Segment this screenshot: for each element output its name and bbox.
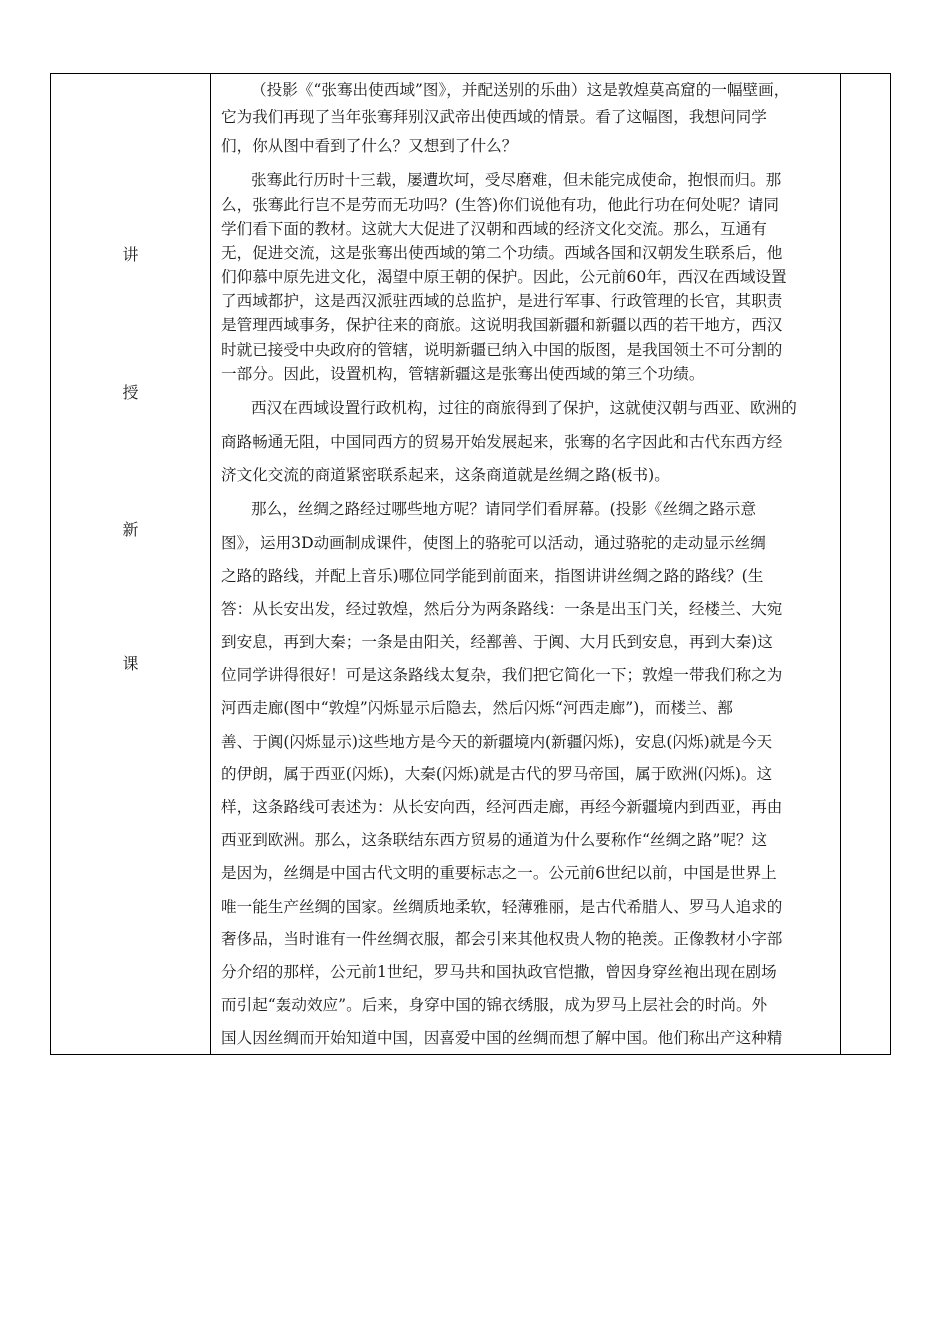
text-line: 济文化交流的商道紧密联系起来，这条商道就是丝绸之路(板书)。 xyxy=(221,465,670,484)
text-line: 商路畅通无阻，中国同西方的贸易开始发展起来，张骞的名字因此和古代东西方经 xyxy=(221,432,783,451)
text-line: 们仰慕中原先进文化，渴望中原王朝的保护。因此，公元前60年，西汉在西域设置 xyxy=(221,267,787,286)
text-line: 它为我们再现了当年张骞拜别汉武帝出使西域的情景。看了这幅图，我想问同学 xyxy=(221,108,767,127)
text-line: 学们看下面的教材。这就大大促进了汉朝和西域的经济文化交流。那么，互通有 xyxy=(221,219,767,238)
column-divider xyxy=(840,74,841,1054)
text-line: 而引起“轰动效应”。后来，身穿中国的锦衣绣服，成为罗马上层社会的时尚。外 xyxy=(221,996,768,1015)
text-line: 善、于阗(闪烁显示)这些地方是今天的新疆境内(新疆闪烁)，安息(闪烁)就是今天 xyxy=(221,732,773,751)
text-line: （投影《“张骞出使西域”图》，并配送别的乐曲）这是敦煌莫高窟的一幅壁画， xyxy=(251,80,790,99)
text-line: 河西走廊(图中“敦煌”闪烁显示后隐去，然后闪烁“河西走廊”)，而楼兰、鄯 xyxy=(221,698,733,717)
text-line: 一部分。因此，设置机构，管辖新疆这是张骞出使西域的第三个功绩。 xyxy=(221,364,705,383)
text-line: 西汉在西域设置行政机构，过往的商旅得到了保护，这就使汉朝与西亚、欧洲的 xyxy=(251,399,797,418)
section-label-char: 授 xyxy=(122,383,139,402)
section-label-char: 课 xyxy=(122,654,139,673)
lesson-table xyxy=(50,73,891,1055)
text-line: 国人因丝绸而开始知道中国，因喜爱中国的丝绸而想了解中国。他们称出产这种精 xyxy=(221,1028,783,1047)
text-line: 图》，运用3D动画制成课件，使图上的骆驼可以活动，通过骆驼的走动显示丝绸 xyxy=(221,533,766,552)
section-label-column xyxy=(51,74,210,1054)
text-line: 到安息，再到大秦；一条是由阳关，经鄯善、于阗、大月氏到安息，再到大秦)这 xyxy=(221,633,773,652)
text-line: 位同学讲得很好！可是这条路线太复杂，我们把它简化一下；敦煌一带我们称之为 xyxy=(221,666,783,685)
text-line: 的伊朗，属于西亚(闪烁)，大秦(闪烁)就是古代的罗马帝国，属于欧洲(闪烁)。这 xyxy=(221,765,773,784)
text-line: 么，张骞此行岂不是劳而无功吗？(生答)你们说他有功，他此行功在何处呢？请同 xyxy=(221,195,779,214)
text-line: 是管理西域事务，保护往来的商旅。这说明我国新疆和新疆以西的若干地方，西汉 xyxy=(221,315,783,334)
column-divider xyxy=(890,74,891,1054)
text-line: 之路的路线，并配上音乐)哪位同学能到前面来，指图讲讲丝绸之路的路线？(生 xyxy=(221,566,764,585)
text-line: 分介绍的那样，公元前1世纪，罗马共和国执政官恺撒，曾因身穿丝袍出现在剧场 xyxy=(221,963,777,982)
text-line: 们，你从图中看到了什么？又想到了什么？ xyxy=(221,136,518,155)
text-line: 样，这条路线可表述为：从长安向西，经河西走廊，再经今新疆境内到西亚，再由 xyxy=(221,798,783,817)
text-line: 唯一能生产丝绸的国家。丝绸质地柔软，轻薄雅丽，是古代希腊人、罗马人追求的 xyxy=(221,897,783,916)
text-line: 奢侈品，当时谁有一件丝绸衣服，都会引来其他权贵人物的艳羡。正像教材小字部 xyxy=(221,930,783,949)
column-divider xyxy=(210,74,211,1054)
text-line: 了西域都护，这是西汉派驻西域的总监护，是进行军事、行政管理的长官，其职责 xyxy=(221,291,783,310)
text-line: 张骞此行历时十三载，屡遭坎坷，受尽磨难，但未能完成使命，抱恨而归。那 xyxy=(251,171,782,190)
text-line: 西亚到欧洲。那么，这条联结东西方贸易的通道为什么要称作“丝绸之路”呢？这 xyxy=(221,831,768,850)
text-line: 答：从长安出发，经过敦煌，然后分为两条路线：一条是出玉门关，经楼兰、大宛 xyxy=(221,599,783,618)
text-line: 是因为，丝绸是中国古代文明的重要标志之一。公元前6世纪以前，中国是世界上 xyxy=(221,863,777,882)
text-line: 那么，丝绸之路经过哪些地方呢？请同学们看屏幕。(投影《丝绸之路示意 xyxy=(251,500,757,519)
text-line: 无，促进交流，这是张骞出使西域的第二个功绩。西域各国和汉朝发生联系后，他 xyxy=(221,243,783,262)
section-label-char: 新 xyxy=(122,520,139,539)
section-label-char: 讲 xyxy=(122,245,139,264)
text-line: 时就已接受中央政府的管辖，说明新疆已纳入中国的版图，是我国领土不可分割的 xyxy=(221,340,783,359)
